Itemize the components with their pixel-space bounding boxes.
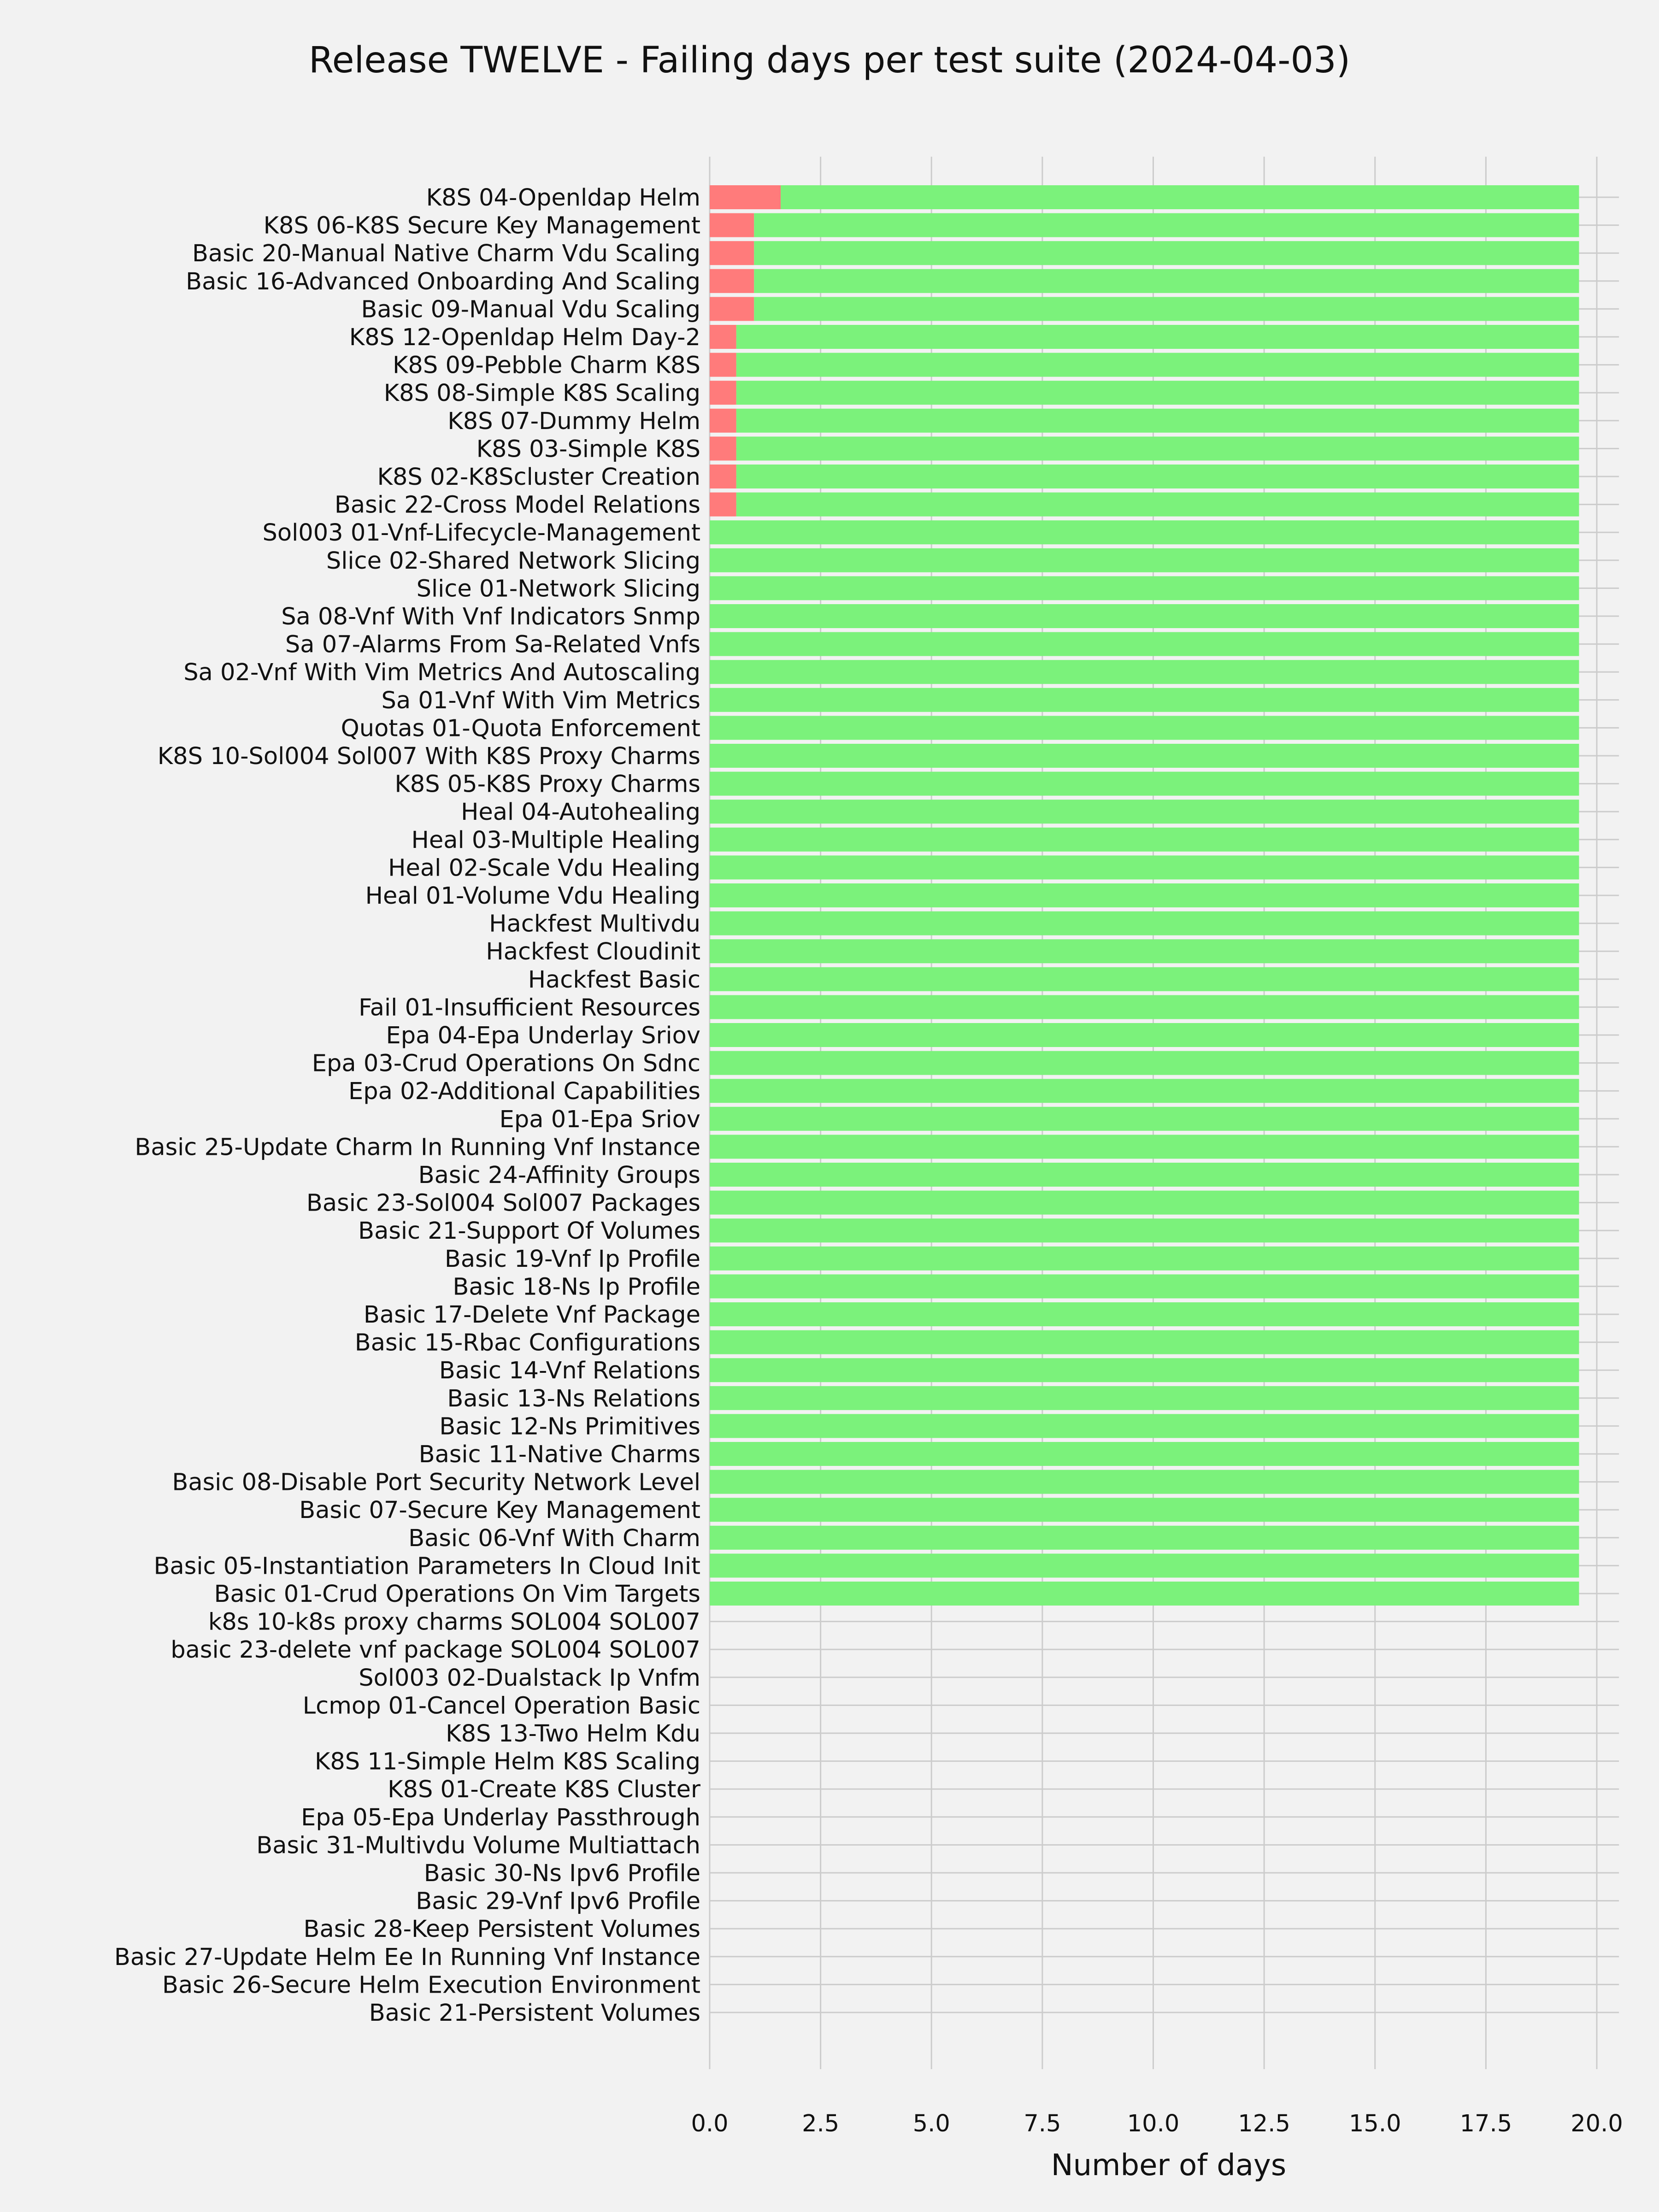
category-label: Heal 01-Volume Vdu Healing	[365, 882, 700, 910]
bar-passing	[754, 213, 1579, 237]
category-label: Basic 25-Update Charm In Running Vnf Instance	[135, 1134, 700, 1161]
category-label: Basic 09-Manual Vdu Scaling	[361, 296, 700, 324]
category-label: Basic 01-Crud Operations On Vim Targets	[214, 1581, 700, 1608]
category-label: Slice 02-Shared Network Slicing	[326, 547, 700, 575]
bar-passing	[736, 353, 1579, 377]
category-label: Basic 13-Ns Relations	[447, 1385, 700, 1412]
category-label: K8S 10-Sol004 Sol007 With K8S Proxy Charms	[157, 743, 700, 770]
category-label: Basic 31-Multivdu Volume Multiattach	[256, 1832, 700, 1859]
category-label: Basic 08-Disable Port Security Network Level	[172, 1469, 700, 1496]
bar-failing	[710, 241, 754, 265]
category-label: Lcmop 01-Cancel Operation Basic	[302, 1692, 700, 1720]
x-tick-label: 17.5	[1459, 2110, 1512, 2137]
category-label: Heal 03-Multiple Healing	[411, 826, 700, 854]
bar-passing	[710, 995, 1579, 1019]
category-label: K8S 01-Create K8S Cluster	[388, 1776, 700, 1804]
bar-passing	[736, 436, 1579, 460]
bar-passing	[710, 1358, 1579, 1382]
category-label: Sol003 02-Dualstack Ip Vnfm	[359, 1664, 700, 1692]
bar-passing	[710, 660, 1579, 684]
bar-passing	[710, 1553, 1579, 1577]
x-tick-label: 2.5	[802, 2110, 840, 2137]
category-label: Sa 02-Vnf With Vim Metrics And Autoscaling	[183, 659, 700, 687]
category-label: Basic 15-Rbac Configurations	[354, 1329, 700, 1357]
bar-passing	[754, 297, 1579, 321]
bar-failing	[710, 409, 736, 433]
category-label: K8S 06-K8S Secure Key Management	[263, 212, 700, 240]
category-label: Quotas 01-Quota Enforcement	[341, 715, 700, 742]
bar-passing	[710, 967, 1579, 991]
bar-passing	[710, 772, 1579, 796]
category-label: Basic 30-Ns Ipv6 Profile	[424, 1860, 700, 1887]
bar-passing	[710, 1079, 1579, 1103]
category-label: K8S 05-K8S Proxy Charms	[394, 771, 700, 798]
bar-passing	[710, 1135, 1579, 1159]
category-label: Basic 29-Vnf Ipv6 Profile	[416, 1888, 700, 1915]
bar-passing	[710, 604, 1579, 628]
bar-failing	[710, 325, 736, 349]
category-label: Epa 03-Crud Operations On Sdnc	[312, 1050, 700, 1077]
bar-passing	[710, 1247, 1579, 1271]
x-axis-title: Number of days	[1051, 2148, 1287, 2183]
category-label: Sol003 01-Vnf-Lifecycle-Management	[262, 519, 700, 547]
category-label: K8S 03-Simple K8S	[476, 435, 700, 463]
bar-passing	[710, 688, 1579, 712]
category-label: K8S 12-Openldap Helm Day-2	[349, 324, 700, 351]
x-tick-labels	[691, 2110, 1623, 2137]
bar-passing	[710, 1274, 1579, 1298]
bar-passing	[710, 1582, 1579, 1606]
bar-failing	[710, 381, 736, 405]
category-label: Fail 01-Insufficient Resources	[359, 994, 700, 1022]
bar-passing	[710, 1386, 1579, 1410]
category-label: Slice 01-Network Slicing	[416, 575, 700, 603]
x-tick-label: 20.0	[1571, 2110, 1623, 2137]
bar-passing	[710, 744, 1579, 768]
bar-passing	[710, 520, 1579, 544]
category-label: Heal 02-Scale Vdu Healing	[388, 854, 700, 882]
bar-passing	[710, 800, 1579, 824]
bar-passing	[710, 1107, 1579, 1131]
bar-passing	[710, 939, 1579, 963]
bar-passing	[710, 883, 1579, 907]
category-label: Basic 05-Instantiation Parameters In Cloud Init	[153, 1553, 700, 1580]
bar-passing	[710, 1191, 1579, 1215]
bar-passing	[736, 325, 1579, 349]
category-label: Basic 19-Vnf Ip Profile	[444, 1245, 700, 1273]
category-label: Basic 20-Manual Native Charm Vdu Scaling	[192, 240, 700, 268]
category-label: Epa 05-Epa Underlay Passthrough	[301, 1804, 700, 1831]
bar-failing	[710, 185, 781, 209]
category-label: Basic 22-Cross Model Relations	[334, 491, 700, 519]
bar-passing	[710, 1470, 1579, 1494]
bar-passing	[710, 1414, 1579, 1438]
bar-passing	[710, 912, 1579, 935]
bar-failing	[710, 213, 754, 237]
bar-passing	[710, 576, 1579, 600]
bar-passing	[710, 1526, 1579, 1550]
x-tick-label: 5.0	[912, 2110, 950, 2137]
bar-passing	[710, 548, 1579, 572]
category-label: basic 23-delete vnf package SOL004 SOL007	[171, 1636, 700, 1664]
category-label: Hackfest Cloudinit	[486, 938, 700, 966]
bar-failing	[710, 493, 736, 517]
category-label: K8S 08-Simple K8S Scaling	[383, 380, 700, 407]
category-label: Epa 02-Additional Capabilities	[348, 1078, 700, 1106]
category-label: Basic 16-Advanced Onboarding And Scaling	[186, 268, 700, 295]
category-label: Basic 24-Affinity Groups	[418, 1162, 700, 1189]
category-label: Basic 14-Vnf Relations	[439, 1357, 700, 1385]
bar-passing	[710, 632, 1579, 656]
category-label: Basic 28-Keep Persistent Volumes	[303, 1916, 700, 1943]
category-label: Epa 01-Epa Sriov	[499, 1106, 700, 1133]
bar-passing	[710, 1302, 1579, 1326]
bar-passing	[754, 269, 1579, 293]
bar-passing	[710, 1218, 1579, 1242]
bar-passing	[736, 465, 1579, 488]
x-tick-label: 12.5	[1238, 2110, 1290, 2137]
category-label: Basic 21-Support Of Volumes	[358, 1218, 700, 1245]
x-tick-label: 15.0	[1348, 2110, 1401, 2137]
category-label: Hackfest Basic	[528, 966, 700, 994]
category-label: K8S 04-Openldap Helm	[426, 184, 700, 212]
bar-passing	[736, 493, 1579, 517]
category-label: Epa 04-Epa Underlay Sriov	[386, 1022, 700, 1049]
category-label: K8S 07-Dummy Helm	[447, 407, 700, 435]
bar-passing	[710, 1498, 1579, 1522]
category-label: Basic 27-Update Helm Ee In Running Vnf Instance	[114, 1943, 700, 1971]
x-tick-label: 0.0	[691, 2110, 729, 2137]
category-label: K8S 11-Simple Helm K8S Scaling	[314, 1748, 700, 1776]
bar-passing	[754, 241, 1579, 265]
bar-failing	[710, 436, 736, 460]
category-label: Basic 26-Secure Helm Execution Environment	[162, 1971, 700, 1999]
category-label: Sa 07-Alarms From Sa-Related Vnfs	[285, 631, 700, 659]
category-label: K8S 09-Pebble Charm K8S	[392, 352, 700, 379]
bar-passing	[710, 1051, 1579, 1075]
bar-passing	[781, 185, 1579, 209]
bar-passing	[736, 409, 1579, 433]
bar-passing	[710, 828, 1579, 852]
category-label: K8S 13-Two Helm Kdu	[446, 1720, 700, 1747]
bar-passing	[710, 1023, 1579, 1047]
bar-passing	[710, 1442, 1579, 1466]
bar-passing	[710, 1330, 1579, 1354]
category-label: Basic 11-Native Charms	[418, 1441, 700, 1468]
category-label: Heal 04-Autohealing	[461, 799, 700, 826]
category-label: Basic 21-Persistent Volumes	[369, 2000, 700, 2027]
category-label: K8S 02-K8Scluster Creation	[377, 464, 700, 491]
bar-passing	[736, 381, 1579, 405]
category-label: Sa 01-Vnf With Vim Metrics	[381, 687, 700, 714]
bar-passing	[710, 716, 1579, 740]
chart-title: Release TWELVE - Failing days per test suite (2024-04-03)	[308, 40, 1351, 81]
category-label: Basic 12-Ns Primitives	[439, 1413, 700, 1441]
category-label: Basic 06-Vnf With Charm	[408, 1524, 700, 1552]
x-tick-label: 7.5	[1024, 2110, 1061, 2137]
bar-failing	[710, 465, 736, 488]
bar-failing	[710, 269, 754, 293]
bar-failing	[710, 297, 754, 321]
category-label: Basic 18-Ns Ip Profile	[453, 1273, 700, 1301]
x-tick-label: 10.0	[1127, 2110, 1180, 2137]
category-label: Sa 08-Vnf With Vnf Indicators Snmp	[281, 603, 700, 630]
bar-passing	[710, 855, 1579, 879]
category-label: Basic 23-Sol004 Sol007 Packages	[306, 1189, 700, 1217]
category-label: k8s 10-k8s proxy charms SOL004 SOL007	[208, 1608, 700, 1636]
bar-passing	[710, 1163, 1579, 1187]
category-label: Basic 07-Secure Key Management	[299, 1497, 700, 1524]
bars	[710, 185, 1579, 1606]
category-label: Hackfest Multivdu	[489, 910, 700, 938]
category-labels	[114, 184, 700, 2027]
category-label: Basic 17-Delete Vnf Package	[363, 1301, 700, 1329]
bar-failing	[710, 353, 736, 377]
